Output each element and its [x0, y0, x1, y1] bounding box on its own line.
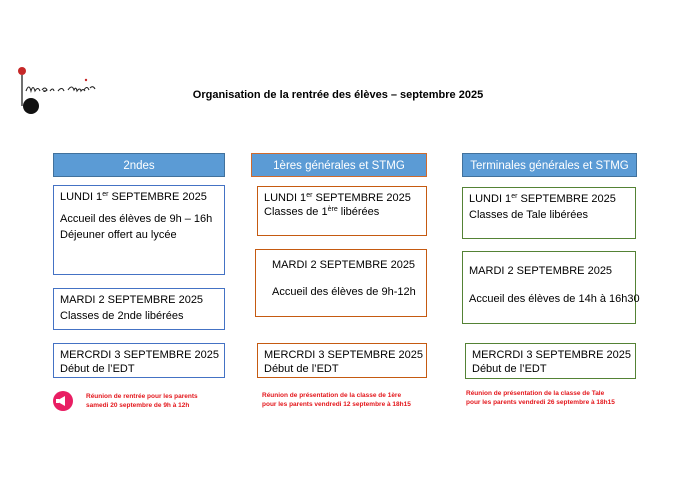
box-day-label: [264, 191, 420, 205]
schedule-box-mercredi-1eres: [257, 343, 427, 378]
line-text: Classes de 1: [264, 206, 328, 218]
day-text: LUNDI 1: [60, 191, 103, 203]
box-day-label: MERCRDI 3 SEPTEMBRE 2025: [264, 349, 423, 361]
box-line: Classes de 2nde libérées: [60, 310, 184, 322]
day-rest: SEPTEMBRE 2025: [108, 191, 207, 203]
box-line: Classes de Tale libérées: [469, 209, 589, 221]
box-line: Déjeuner offert au lycée: [60, 229, 177, 241]
day-rest: SEPTEMBRE 2025: [312, 192, 411, 204]
day-text: LUNDI 1: [264, 192, 307, 204]
box-line: Début de l’EDT: [264, 363, 339, 375]
box-line: Accueil des élèves de 9h – 16h: [60, 213, 213, 225]
box-day-label: [469, 192, 629, 206]
box-day-label: MARDI 2 SEPTEMBRE 2025: [272, 259, 416, 271]
schedule-box-lundi-1eres: [257, 186, 427, 236]
column-header-terminales: Terminales générales et STMG: [462, 153, 637, 177]
schedule-box-mercredi-2ndes: [53, 343, 225, 378]
box-day-label: MERCRDI 3 SEPTEMBRE 2025: [60, 349, 219, 361]
note-line: Réunion de présentation de la classe de 1ère: [262, 392, 402, 399]
column-header-1eres: 1ères générales et STMG: [251, 153, 427, 177]
page-title: Organisation de la rentrée des élèves – septembre 2025: [192, 89, 484, 101]
schedule-box-mercredi-terminales: [465, 343, 636, 379]
note-line: pour les parents vendredi 26 septembre à 18h15: [466, 399, 615, 406]
schedule-box-mardi-2ndes: [53, 288, 225, 330]
box-day-label: [60, 190, 218, 204]
note-line: pour les parents vendredi 12 septembre à 18h15: [262, 401, 411, 408]
parent-meeting-note-2ndes: [86, 392, 236, 410]
day-text: LUNDI 1: [469, 193, 512, 205]
box-line: Accueil des élèves de 14h à 16h30: [469, 293, 640, 305]
schedule-box-mardi-terminales: [462, 251, 640, 324]
box-line: Accueil des élèves de 9h-12h: [272, 286, 416, 298]
box-day-label: MARDI 2 SEPTEMBRE 2025: [469, 265, 613, 277]
day-sup: er: [102, 191, 109, 198]
schedule-box-lundi-terminales: [462, 187, 636, 239]
schedule-box-mardi-1eres: [255, 249, 427, 317]
box-line: Début de l’EDT: [60, 363, 135, 375]
column-header-2ndes: 2ndes: [53, 153, 225, 177]
note-line: Réunion de rentrée pour les parents: [86, 393, 198, 400]
note-line: samedi 20 septembre de 9h à 12h: [86, 402, 190, 409]
day-rest: SEPTEMBRE 2025: [517, 193, 616, 205]
day-sup: er: [306, 192, 313, 199]
parent-meeting-note-1eres: [262, 391, 442, 409]
box-line: [264, 205, 420, 219]
box-day-label: MERCRDI 3 SEPTEMBRE 2025: [472, 349, 631, 361]
line-sup: ère: [327, 206, 338, 213]
megaphone-badge-icon: [52, 390, 74, 412]
parent-meeting-note-terminales: [466, 389, 656, 407]
box-line: Début de l’EDT: [472, 363, 547, 375]
day-sup: er: [511, 193, 518, 200]
box-day-label: MARDI 2 SEPTEMBRE 2025: [60, 294, 204, 306]
schedule-box-lundi-2ndes: [53, 185, 225, 275]
line-rest: libérées: [337, 206, 380, 218]
note-line: Réunion de présentation de la classe de Tale: [466, 390, 605, 397]
